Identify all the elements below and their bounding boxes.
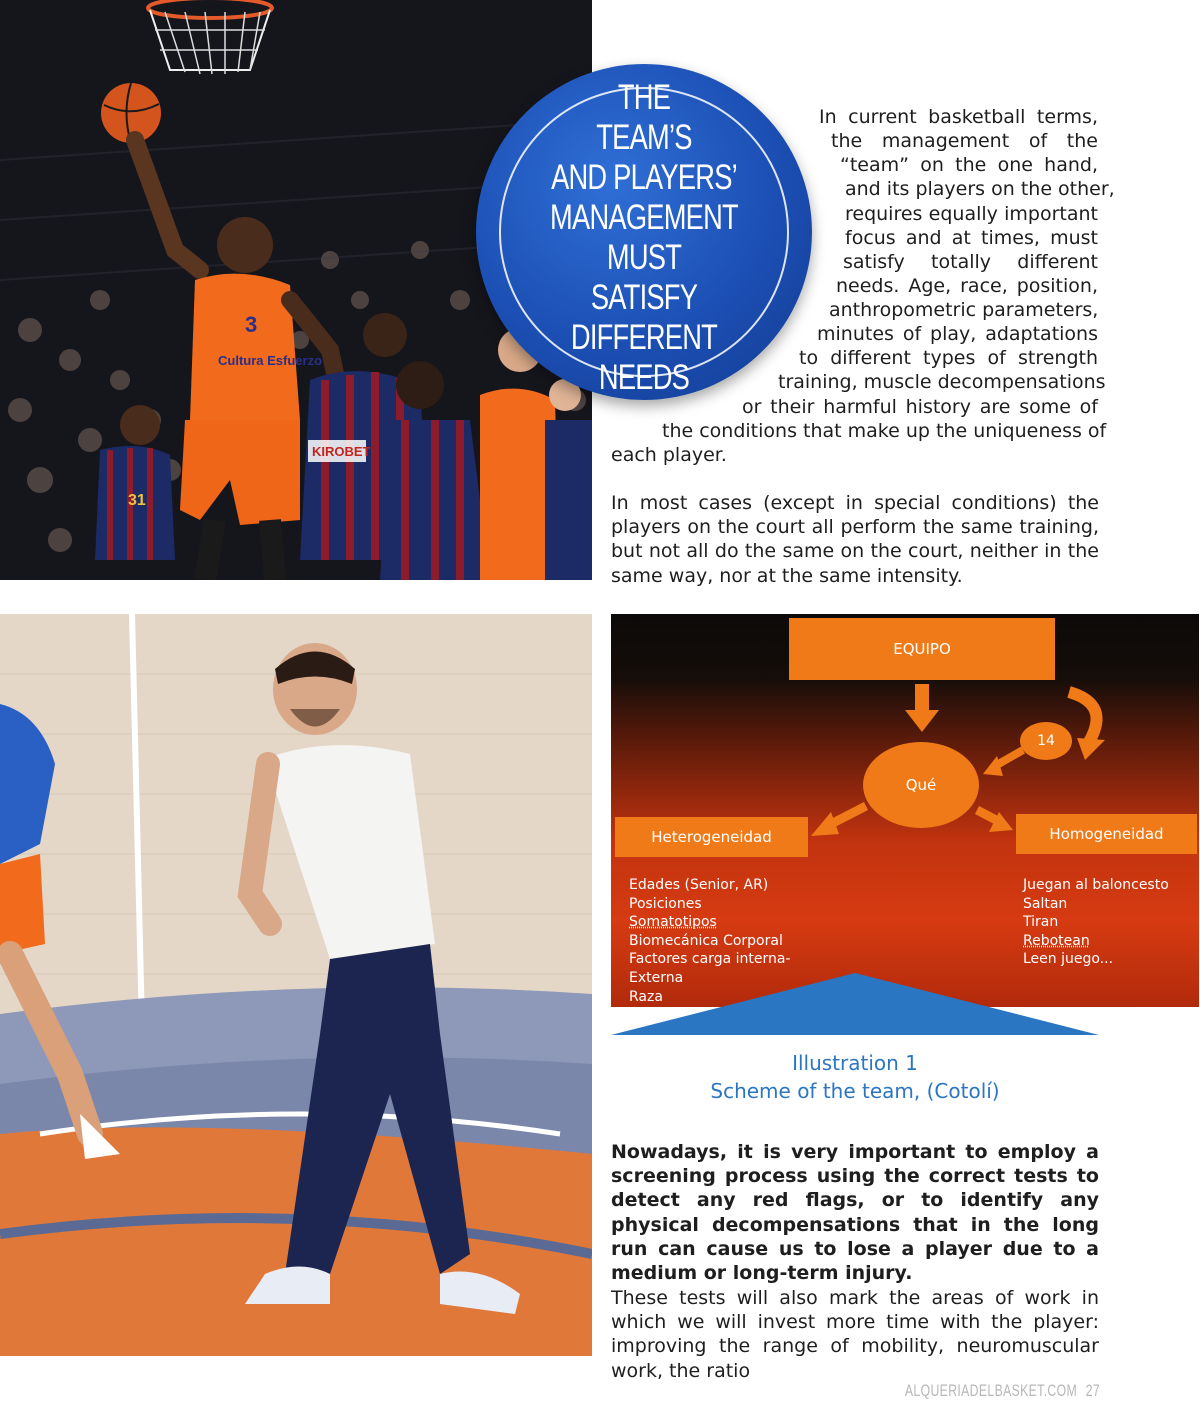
intro-line: needs. Age, race, position, <box>836 275 1098 297</box>
opponent-number: 31 <box>128 492 146 509</box>
intro-line: minutes of play, adaptations <box>817 323 1098 345</box>
body-paragraph-2: In most cases (except in special conditions) the players on the court all perform the same training, but not all do the same on the court, neither in the same way, nor at the same intensity. <box>611 492 1099 587</box>
intro-line: the management of the <box>831 130 1098 152</box>
court-photo-illustration <box>0 614 592 1356</box>
illustration-caption <box>611 1049 1099 1105</box>
body-paragraph-3: These tests will also mark the areas of work in which we will invest more time with the player: improving the range of mobility, neuromuscular work, the ratio <box>611 1287 1099 1382</box>
page-footer <box>905 1381 1100 1401</box>
jersey-number: 3 <box>245 312 258 337</box>
pull-quote-circle <box>476 64 812 400</box>
caption-subtitle: Scheme of the team, (Cotolí) <box>710 1079 1000 1103</box>
list-item: Tiran <box>1023 914 1059 931</box>
scheme-equipo-box: EQUIPO <box>789 618 1055 680</box>
scheme-number-circle: 14 <box>1020 722 1072 760</box>
intro-line: anthropometric parameters, <box>829 299 1099 321</box>
list-item: Somatotipos <box>629 914 717 931</box>
list-item: Leen juego... <box>1023 951 1114 968</box>
bold-paragraph: Nowadays, it is very important to employ a screening process using the correct tests to detect any red flags, or to identify any physical decompensations that in the long run can cause us to lose a player due to a medium or long-term injury. <box>611 1141 1099 1285</box>
intro-line: training, muscle decompensations <box>778 371 1106 393</box>
list-item: Juegan al baloncesto <box>1023 877 1169 893</box>
intro-line: requires equally important <box>845 203 1098 225</box>
scheme-que-circle: Qué <box>863 742 979 828</box>
intro-line: and its players on the other, <box>845 178 1115 200</box>
jersey-sponsor: Cultura Esfuerzo <box>218 353 323 368</box>
intro-line: or their harmful history are some of <box>742 396 1098 418</box>
page-number: 27 <box>1085 1381 1100 1400</box>
intro-line: to different types of strength <box>799 347 1098 369</box>
list-item: Saltan <box>1023 895 1068 912</box>
footer-site: ALQUERIADELBASKET.COM <box>904 1381 1078 1400</box>
caption-triangle-shape <box>611 973 1099 1035</box>
intro-line: “team” on the one hand, <box>840 154 1098 176</box>
intro-line: each player. <box>611 444 727 466</box>
list-item: Rebotean <box>1023 932 1090 949</box>
intro-line: In current basketball terms, <box>819 106 1098 128</box>
caption-title: Illustration 1 <box>792 1051 918 1075</box>
list-item: Factores carga interna- <box>629 951 791 968</box>
intro-line: satisfy totally different <box>843 251 1098 273</box>
team-scheme-illustration <box>611 614 1199 1007</box>
intro-line: the conditions that make up the uniqueness of <box>662 420 1107 442</box>
list-item: Posiciones <box>629 895 702 912</box>
intro-line: focus and at times, must <box>845 227 1098 249</box>
scheme-homogeneity-list <box>1023 876 1169 969</box>
photo-physio-on-court <box>0 614 592 1356</box>
pull-quote-text: THE TEAM’S AND PLAYERS’ MANAGEMENT MUST SATISFY DIFFERENT NEEDS <box>550 78 738 397</box>
list-item: Raza <box>629 988 663 1005</box>
list-item: Edades (Senior, AR) <box>629 877 769 893</box>
scheme-homogeneidad-box: Homogeneidad <box>1016 814 1197 854</box>
list-item: Externa <box>629 969 684 986</box>
list-item: Biomecánica Corporal <box>629 932 783 949</box>
opponent-sponsor: KIROBET <box>312 444 371 459</box>
scheme-heterogeneidad-box: Heterogeneidad <box>615 817 808 857</box>
